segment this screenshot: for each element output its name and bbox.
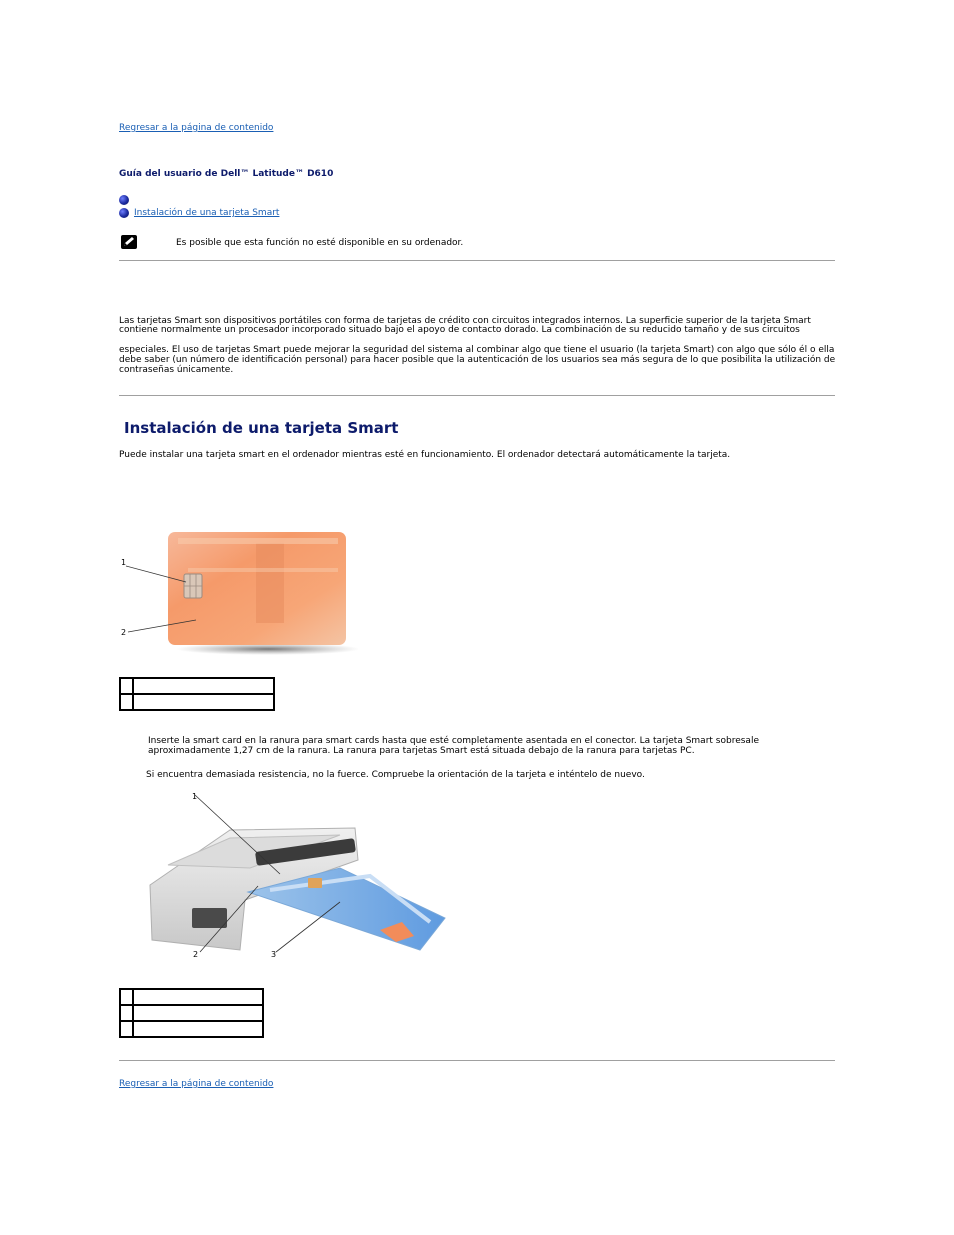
back-to-contents-link-top[interactable]: Regresar a la página de contenido [119,123,274,133]
intro-line-1: Las tarjetas Smart son dispositivos portátiles con forma de tarjetas de crédito con circuitos integrados internos. La superficie superior de la tarjeta Smart [119,316,811,326]
guide-title: Guía del usuario de Dell™ Latitude™ D610 [119,169,334,179]
callout-3: 3 [271,950,277,959]
divider [119,260,835,261]
section-intro: Puede instalar una tarjeta smart en el ordenador mientras esté en funcionamiento. El ordenador detectará automáticamente la tarjeta. [119,450,731,460]
bullet-icon [119,208,129,218]
back-to-contents-link-bottom[interactable]: Regresar a la página de contenido [119,1079,274,1089]
bullet-icon [119,195,129,205]
legend-table-2 [119,988,264,1038]
intro-line-3: especiales. El uso de tarjetas Smart puede mejorar la seguridad del sistema al combinar algo que tiene el usuario (la tarjeta Smart) con algo que sólo él o ella [119,345,835,355]
note-text: Es posible que esta función no esté disponible en su ordenador. [176,238,464,248]
toc-link-installation[interactable]: Instalación de una tarjeta Smart [134,208,280,218]
section-title: Instalación de una tarjeta Smart [124,419,399,437]
intro-line-4: debe saber (un número de identificación personal) para hacer posible que la autenticación de los usuarios sea más segura de lo que posibilita la utilización de [119,355,836,365]
table-row [120,678,274,694]
divider [119,395,835,396]
card-insertion-figure [140,790,450,960]
callout-2: 2 [121,628,127,637]
divider [119,1060,835,1061]
legend-table-1 [119,677,275,711]
smart-card-figure [118,528,358,658]
step-tip: Si encuentra demasiada resistencia, no la fuerce. Compruebe la orientación de la tarjeta e inténtelo de nuevo. [146,770,645,780]
step-line-1: Inserte la smart card en la ranura para smart cards hasta que esté completamente asentada en el conector. La tarjeta Smart sobresale [148,736,759,746]
toc-link-1[interactable] [134,196,246,205]
intro-line-5: contraseñas únicamente. [119,365,234,375]
table-row [120,694,274,710]
table-row [120,989,263,1005]
legend-cell [133,678,274,694]
callout-1: 1 [121,558,127,567]
legend-cell [133,1005,263,1021]
callout-2: 2 [193,950,199,959]
step-line-2: aproximadamente 1,27 cm de la ranura. La ranura para tarjetas Smart está situada debajo de la ranura para tarjetas PC. [148,746,695,756]
table-row [120,1005,263,1021]
intro-line-2: contiene normalmente un procesador incorporado situado bajo el apoyo de contacto dorado. La combinación de su reducido tamaño y de sus circuitos [119,325,800,335]
legend-cell [133,989,263,1005]
legend-cell [133,694,274,710]
table-row [120,1021,263,1037]
note-pencil-icon [121,235,137,249]
callout-1: 1 [192,792,198,801]
legend-cell [133,1021,263,1037]
